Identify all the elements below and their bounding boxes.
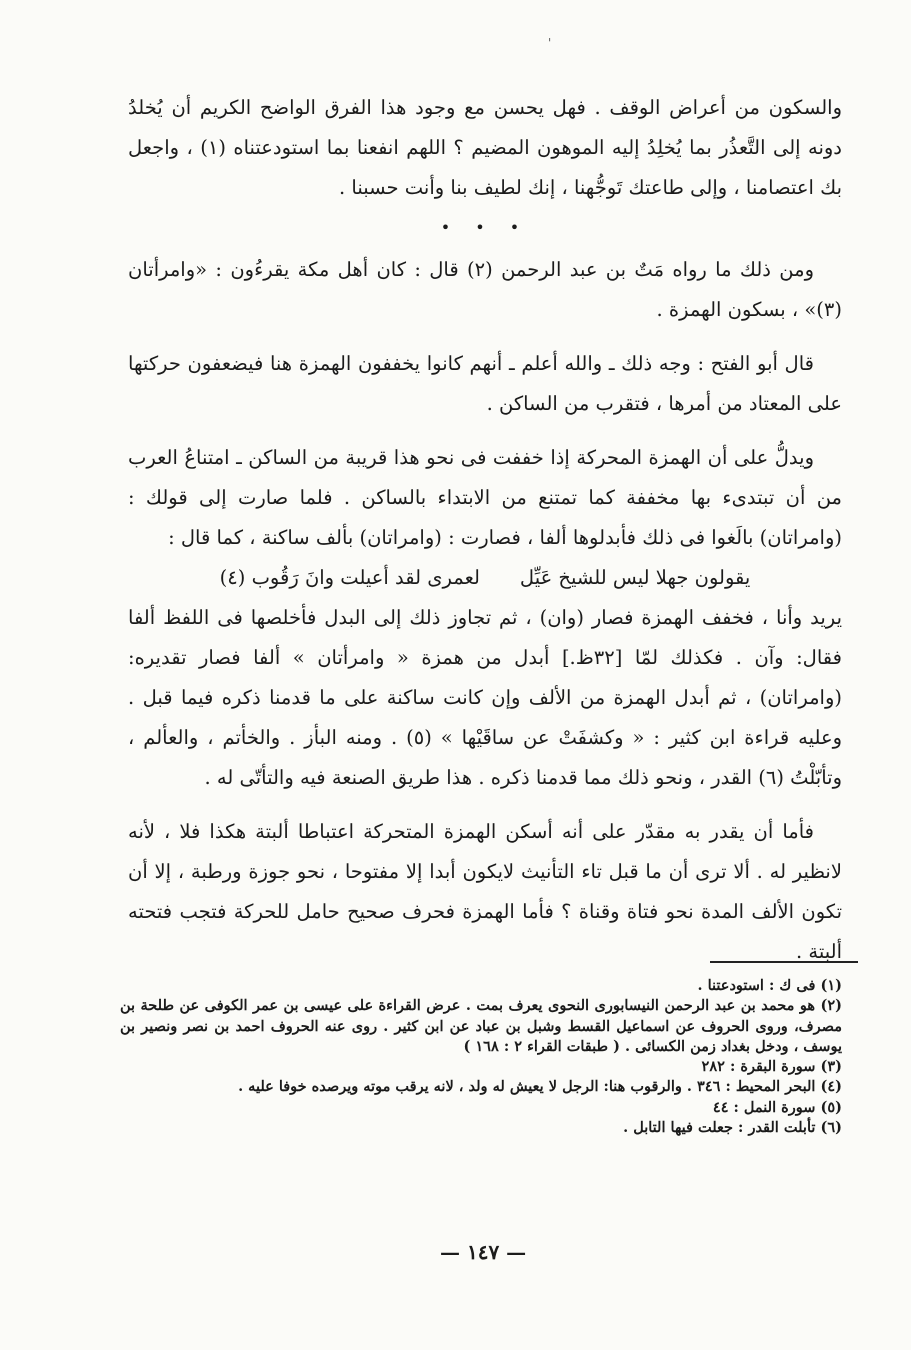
verse-second-hemistich: لعمرى لقد أعيلت وانَ رَقُوب (٤) xyxy=(219,566,480,589)
footnote-6: (٦) تأبلت القدر : جعلت فيها التابل . xyxy=(623,1119,842,1137)
paragraph-5: يريد وأنا ، فخفف الهمزة فصار (وان) ، ثم تجاوز ذلك إلى البدل فأخلصها فى اللفظ ألفا فقال: وآن . فكذلك لمّا [٣٢ظ.] أبدل من همزة « وامرأتان » ألفا فصار تقديره: (وامراتان) ، ثم أبدل الهمزة من الألف وإن كانت ساكنة على ما قدمنا ذكره فيما قبل . وعليه قراءة ابن كثير : « وكشفَتْ عن ساقَيْها » (٥) . ومنه البأز . والخأتم ، والعألم ، وتأبّلْتُ (٦) القدر ، ونحو ذلك مما قدمنا ذكره . هذا طريق الصنعة فيه والتأتّى له . xyxy=(128,606,842,789)
paragraph-6: فأما أن يقدر به مقدّر على أنه أسكن الهمزة المتحركة اعتباطا ألبتة هكذا فلا ، لأنه لانظير له . ألا ترى أن ما قبل تاء التأنيث لايكون أبدا إلا مفتوحا ، نحو جوزة ورطبة ، إلا أن تكون الألف المدة نحو فتاة وقناة ؟ فأما الهمزة فحرف صحيح حامل للحركة فتجب فتحته ألبتة . xyxy=(128,820,842,963)
footnote-4: (٤) البحر المحيط : ٣٤٦ . والرقوب هنا: الرجل لا يعيش له ولد ، لانه يرقب موته ويرصده خوفا عليه . xyxy=(238,1078,842,1096)
top-mark: ' xyxy=(548,36,552,50)
footnotes xyxy=(120,976,842,1138)
footnote-2: (٢) هو محمد بن عبد الرحمن النيسابورى النحوى يعرف بمت . عرض القراءة على عيسى بن عمر الكوفى عن طلحة بن مصرف، وروى الحروف عن اسماعيل القسط وشبل بن عباد عن ابن كثير . روى عنه الحروف احمد بن نصر ونصير بن يوسف ، ودخل بغداد زمن الكسائى . ( طبقات القراء ٢ : ١٦٨ ) xyxy=(120,997,842,1055)
section-separator: • • • xyxy=(440,218,530,237)
footnote-3: (٣) سورة البقرة : ٢٨٢ xyxy=(701,1058,842,1076)
footnote-5: (٥) سورة النمل : ٤٤ xyxy=(712,1098,842,1116)
paragraph-2: ومن ذلك ما رواه مَتٌ بن عبد الرحمن (٢) قال : كان أهل مكة يقرءُون : «وامرأتان (٣)» ، بسكون الهمزة . xyxy=(128,258,842,321)
paragraph-3: قال أبو الفتح : وجه ذلك ـ والله أعلم ـ أنهم كانوا يخففون الهمزة هنا فيضعفون حركتها على المعتاد من أمرها ، فتقرب من الساكن . xyxy=(128,352,842,415)
page-number: — ١٤٧ — xyxy=(440,1240,527,1264)
footnote-1: (١) فى ك : استودعتنا . xyxy=(697,977,842,994)
footnote-divider xyxy=(710,961,858,963)
main-text xyxy=(128,88,842,972)
paragraph-4: ويدلُّ على أن الهمزة المحركة إذا خففت فى نحو هذا قريبة من الساكن ـ امتناعُ العرب من أن تبتدىء بها مخففة كما تمتنع من الابتداء بالساكن . فلما صارت إلى قولك : (وامراتان) بالَغوا فى ذلك فأبدلوها ألفا ، فصارت : (وامراتان) بألف ساكنة ، كما قال : xyxy=(128,446,842,549)
paragraph-1: والسكون من أعراض الوقف . فهل يحسن مع وجود هذا الفرق الواضح الكريم أن يُخلدُ دونه إلى التَّعذُر بما يُخلِدُ إليه الموهون المضيم ؟ اللهم انفعنا بما استودعتناه (١) ، واجعل بك اعتصامنا ، وإلى طاعتك تَوجُّهنا ، إنك لطيف بنا وأنت حسبنا . xyxy=(128,96,842,199)
poem-verse xyxy=(128,558,842,598)
verse-first-hemistich: يقولون جهلا ليس للشيخ عَيِّل xyxy=(519,566,751,589)
